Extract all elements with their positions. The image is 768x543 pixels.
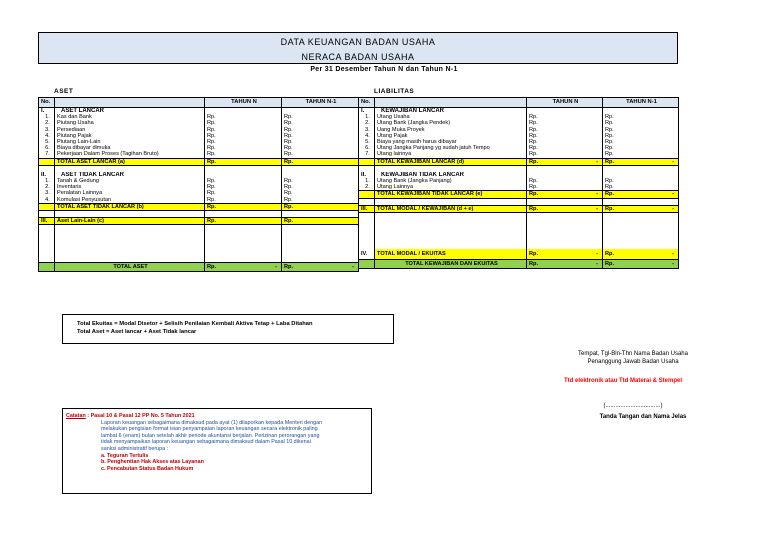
cell: [375, 198, 527, 205]
item-no: 2.: [39, 120, 55, 126]
cell: [359, 259, 375, 268]
currency-label: Rp.: [529, 191, 539, 198]
subtotal-label: TOTAL ASET LANCAR (a): [55, 158, 205, 165]
item-no: 4.: [359, 133, 375, 139]
currency-label: Rp.: [284, 264, 294, 271]
currency-label: Rp.: [529, 178, 538, 185]
grand-total-row: [39, 263, 359, 272]
value-n1: [282, 218, 359, 225]
subtotal-n1: [282, 158, 359, 165]
item-name: Kas dan Bank: [55, 114, 205, 120]
currency-label: Rp.: [207, 203, 217, 210]
cell: [603, 108, 679, 115]
grand-total-n: [205, 263, 282, 272]
value-n1: [603, 151, 679, 158]
catatan-title: : Pasal 10 & Pasal 12 PP No. 5 Tahun 2021: [87, 413, 195, 419]
item-name: Piutang Pajak: [55, 133, 205, 139]
section-title: TOTAL MODAL / KEWAJIBAN (d + e): [375, 205, 527, 212]
catatan-line: sanksi administratif berupa :: [101, 445, 169, 452]
header-row: [39, 98, 359, 108]
item-no: 5.: [39, 139, 55, 145]
currency-label: Rp.: [605, 178, 614, 185]
subtotal-row: [39, 203, 359, 210]
subtotal-row: [359, 205, 679, 212]
col-desc: [375, 98, 527, 108]
spacer-row: [39, 225, 359, 263]
subtotal-n1: [603, 158, 679, 165]
signature-dots: (.................................): [603, 403, 663, 409]
section-no: IV.: [359, 249, 375, 260]
currency-label: Rp.: [207, 151, 216, 158]
section-title: KEWAJIBAN LANCAR: [375, 108, 527, 115]
cell: [359, 158, 375, 165]
currency-label: Rp.: [529, 139, 538, 146]
currency-label: Rp.: [207, 184, 216, 191]
section-title: TOTAL MODAL / EKUITAS: [375, 249, 527, 260]
item-name: Utang Jangka Panjang yg sudah jatuh Tempo: [375, 145, 527, 151]
grand-total-n1: [603, 259, 679, 268]
catatan-label: Catatan: [66, 413, 86, 419]
value-n1: [603, 205, 679, 212]
item-no: 6.: [359, 145, 375, 151]
currency-label: Rp.: [207, 264, 217, 271]
item-no: 3.: [39, 190, 55, 196]
item-no: 7.: [359, 151, 375, 158]
item-no: 4.: [39, 133, 55, 139]
subtotal-label: TOTAL KEWAJIBAN LANCAR (d): [375, 158, 527, 165]
section-no: II.: [359, 172, 375, 178]
col-year-n: TAHUN N: [205, 98, 282, 108]
catatan-line: Laporan keuangan sebagaimana dimaksud pada ayat (1) dilaporkan kepada Menteri dengan: [101, 419, 323, 426]
cell: [359, 212, 375, 249]
currency-label: Rp.: [605, 139, 614, 146]
item-name: Utang lainnya: [375, 151, 527, 158]
cell: [282, 108, 359, 115]
list-item: [39, 151, 359, 158]
value-n: [205, 218, 282, 225]
cell: [603, 212, 679, 249]
section-title: Aset Lain-Lain (c): [55, 218, 205, 225]
cell: [205, 225, 282, 263]
catatan-line: tidak menyampaikan laporan keuangan sebagaimana dimaksud dalam Pasal 10 dikenai: [101, 439, 311, 446]
dash-value: -: [672, 191, 674, 198]
cell: [527, 198, 603, 205]
currency-label: Rp.: [207, 132, 216, 139]
currency-label: Rp.: [605, 260, 615, 267]
cell: [527, 212, 603, 249]
grand-total-label: TOTAL ASET: [55, 263, 205, 272]
cell: [603, 198, 679, 205]
currency-label: Rp.: [207, 139, 216, 146]
item-no: 3.: [39, 127, 55, 133]
currency-label: Rp.: [284, 184, 293, 191]
formula-assets: Total Aset = Aset lancar + Aset Tidak lancar: [77, 329, 197, 335]
item-no: 2.: [39, 184, 55, 190]
currency-label: Rp.: [284, 139, 293, 146]
item-no: 1.: [39, 178, 55, 184]
value-n: [527, 249, 603, 260]
cell: [39, 225, 55, 263]
subtotal-row: [39, 158, 359, 165]
report-subtitle: NERACA BADAN USAHA: [301, 52, 415, 62]
item-no: 1.: [39, 114, 55, 120]
currency-label: Rp.: [605, 205, 615, 212]
col-year-n: TAHUN N: [527, 98, 603, 108]
section-no: II.: [39, 172, 55, 178]
currency-label: Rp.: [529, 151, 538, 158]
currency-label: Rp.: [605, 184, 614, 191]
subtotal-n: [527, 158, 603, 165]
item-name: Uang Muka Proyek: [375, 127, 527, 133]
col-no: No.: [39, 98, 55, 108]
value-n: [205, 151, 282, 158]
list-item: [359, 184, 679, 191]
sanction-item: c. Pencabutan Status Badan Hukum: [101, 465, 194, 472]
currency-label: Rp.: [207, 178, 216, 185]
section-row: [359, 108, 679, 115]
currency-label: Rp.: [207, 196, 216, 203]
signature-block: [548, 350, 718, 366]
item-name: Pekerjaan Dalam Proses (Tagihan Bruto): [55, 151, 205, 158]
spacer-row: [359, 212, 679, 249]
catatan-line: lambat 6 (enam) bulan setelah akhir periode akuntansi berjalan. Perizinan perorangan yang: [101, 432, 320, 439]
currency-label: Rp.: [605, 158, 615, 165]
item-name: Persediaan: [55, 127, 205, 133]
item-name: Biaya dibayar dimuka: [55, 145, 205, 151]
item-name: Utang Bank (Jangka Panjang): [375, 178, 527, 184]
dash-value: -: [672, 260, 674, 267]
value-n1: [282, 151, 359, 158]
liabilitas-label: LIABILITAS: [374, 88, 415, 95]
header-row: [359, 98, 679, 108]
subtotal-n1: [282, 203, 359, 210]
aset-table: [38, 97, 359, 272]
col-year-n1: TAHUN N-1: [603, 98, 679, 108]
cell: [205, 108, 282, 115]
dash-value: -: [596, 158, 598, 165]
cell: [359, 198, 375, 205]
cell: [39, 263, 55, 272]
value-n: [527, 205, 603, 212]
section-no: I.: [39, 108, 55, 115]
currency-label: Rp.: [207, 145, 216, 152]
item-name: Tanah & Gedung: [55, 178, 205, 184]
subtotal-label: TOTAL ASET TIDAK LANCAR (b): [55, 203, 205, 210]
currency-label: Rp.: [284, 126, 293, 133]
dash-value: -: [596, 191, 598, 198]
liabilitas-table: [358, 97, 679, 269]
catatan-line: melakukan pengisian format isian penyampaian laporan keuangan secara elektronik paling: [101, 426, 318, 433]
currency-label: Rp.: [605, 120, 614, 127]
report-title: DATA KEUANGAN BADAN USAHA: [280, 37, 436, 47]
currency-label: Rp.: [284, 196, 293, 203]
currency-label: Rp.: [284, 120, 293, 127]
currency-label: Rp.: [529, 120, 538, 127]
currency-label: Rp.: [284, 158, 294, 165]
item-no: 1.: [359, 114, 375, 120]
currency-label: Rp.: [529, 132, 538, 139]
currency-label: Rp.: [284, 203, 294, 210]
value-n: [205, 197, 282, 204]
currency-label: Rp.: [284, 132, 293, 139]
dash-value: -: [352, 264, 354, 271]
subtotal-n1: [603, 191, 679, 198]
item-name: Utang Bank (Jangka Pendek): [375, 120, 527, 126]
item-name: Peralatan Lainnya: [55, 190, 205, 196]
item-no: 7.: [39, 151, 55, 158]
item-name: Utang Usaha: [375, 114, 527, 120]
currency-label: Rp.: [284, 145, 293, 152]
currency-label: Rp.: [529, 114, 538, 121]
cell: [527, 108, 603, 115]
currency-label: Rp.: [605, 191, 615, 198]
cell: [375, 212, 527, 249]
subtotal-row: [359, 158, 679, 165]
currency-label: Rp.: [529, 184, 538, 191]
sanction-item: b. Penghentian Hak Akses atas Layanan: [101, 459, 204, 466]
dash-value: -: [596, 250, 598, 257]
aset-label: ASET: [54, 88, 74, 95]
item-name: Utang Lainnya: [375, 184, 527, 191]
report-period: Per 31 Desember Tahun N dan Tahun N-1: [310, 66, 458, 73]
grand-total-label: TOTAL KEWAJIBAN DAN EKUITAS: [375, 259, 527, 268]
subtotal-row: [39, 218, 359, 225]
item-no: 5.: [359, 139, 375, 145]
dash-value: -: [596, 205, 598, 212]
cell: [39, 203, 55, 210]
dash-value: -: [275, 264, 277, 271]
currency-label: Rp.: [529, 158, 539, 165]
value-n1: [282, 197, 359, 204]
dash-value: -: [672, 158, 674, 165]
currency-label: Rp.: [605, 145, 614, 152]
value-n1: [603, 184, 679, 191]
subtotal-n: [205, 158, 282, 165]
col-year-n1: TAHUN N-1: [282, 98, 359, 108]
cell: [359, 191, 375, 198]
subtotal-label: TOTAL KEWAJIBAN TIDAK LANCAR (e): [375, 191, 527, 198]
currency-label: Rp.: [605, 250, 615, 257]
signature-role: Penanggung Jawab Badan Usaha: [587, 359, 679, 365]
grand-total-row: [359, 259, 679, 268]
item-no: 2.: [359, 184, 375, 191]
cell: [205, 211, 282, 218]
spacer-row: [359, 198, 679, 205]
currency-label: Rp.: [605, 132, 614, 139]
cell: [39, 158, 55, 165]
spacer-row: [39, 211, 359, 218]
subtotal-row: [359, 191, 679, 198]
currency-label: Rp.: [207, 158, 217, 165]
currency-label: Rp.: [529, 145, 538, 152]
cell: [39, 211, 55, 218]
item-name: Utang Pajak: [375, 133, 527, 139]
value-n: [527, 151, 603, 158]
subtotal-n: [205, 203, 282, 210]
grand-total-n1: [282, 263, 359, 272]
cell: [282, 211, 359, 218]
item-name: Biaya yang masih harus dibayar: [375, 139, 527, 145]
value-n1: [603, 249, 679, 260]
item-name: Piutang Usaha: [55, 120, 205, 126]
formula-box: [62, 314, 394, 344]
currency-label: Rp.: [605, 151, 614, 158]
signature-name-label: Tanda Tangan dan Nama Jelas: [599, 414, 687, 420]
cell: [55, 211, 205, 218]
sanction-item: a. Teguran Tertulis: [101, 452, 149, 459]
dash-value: -: [596, 260, 598, 267]
currency-label: Rp.: [284, 114, 293, 121]
list-item: [359, 151, 679, 158]
currency-label: Rp.: [284, 178, 293, 185]
list-item: [39, 197, 359, 204]
col-no: No.: [359, 98, 375, 108]
currency-label: Rp.: [605, 126, 614, 133]
currency-label: Rp.: [529, 250, 539, 257]
signature-place: Tempat, Tgl-Bln-Thn Nama Badan Usaha: [578, 351, 688, 357]
dash-value: -: [672, 250, 674, 257]
value-n: [527, 184, 603, 191]
section-no: III.: [39, 218, 55, 225]
grand-total-n: [527, 259, 603, 268]
section-title: ASET TIDAK LANCAR: [55, 172, 205, 178]
subtotal-n: [527, 191, 603, 198]
col-desc: [55, 98, 205, 108]
currency-label: Rp.: [207, 120, 216, 127]
dash-value: -: [672, 205, 674, 212]
currency-label: Rp.: [284, 218, 294, 225]
section-row: [39, 108, 359, 115]
item-no: 2.: [359, 120, 375, 126]
item-name: Inventaris: [55, 184, 205, 190]
item-no: 4.: [39, 197, 55, 204]
currency-label: Rp.: [284, 190, 293, 197]
cell: [282, 225, 359, 263]
section-no: III.: [359, 205, 375, 212]
currency-label: Rp.: [207, 190, 216, 197]
currency-label: Rp.: [284, 151, 293, 158]
currency-label: Rp.: [207, 126, 216, 133]
cell: [55, 225, 205, 263]
item-no: 1.: [359, 178, 375, 184]
item-no: 3.: [359, 127, 375, 133]
currency-label: Rp.: [207, 218, 217, 225]
subtotal-row: [359, 249, 679, 260]
signature-note: Ttd elektronik atau Ttd Materai & Stempel: [564, 378, 683, 384]
item-no: 6.: [39, 145, 55, 151]
report-header: [38, 32, 678, 64]
section-title: ASET LANCAR: [55, 108, 205, 115]
section-no: I.: [359, 108, 375, 115]
item-name: Komulasi Penyusutan: [55, 197, 205, 204]
currency-label: Rp.: [529, 205, 539, 212]
item-name: Piutang Lain-Lain: [55, 139, 205, 145]
section-title: KEWAJIBAN TIDAK LANCAR: [375, 172, 527, 178]
currency-label: Rp.: [529, 126, 538, 133]
currency-label: Rp.: [529, 260, 539, 267]
currency-label: Rp.: [207, 114, 216, 121]
currency-label: Rp.: [605, 114, 614, 121]
formula-equity: Total Ekuitas = Modal Disetor + Selisih Penilaian Kembali Aktiva Tetap + Laba Ditahan: [77, 321, 313, 327]
catatan-box: [62, 408, 372, 494]
